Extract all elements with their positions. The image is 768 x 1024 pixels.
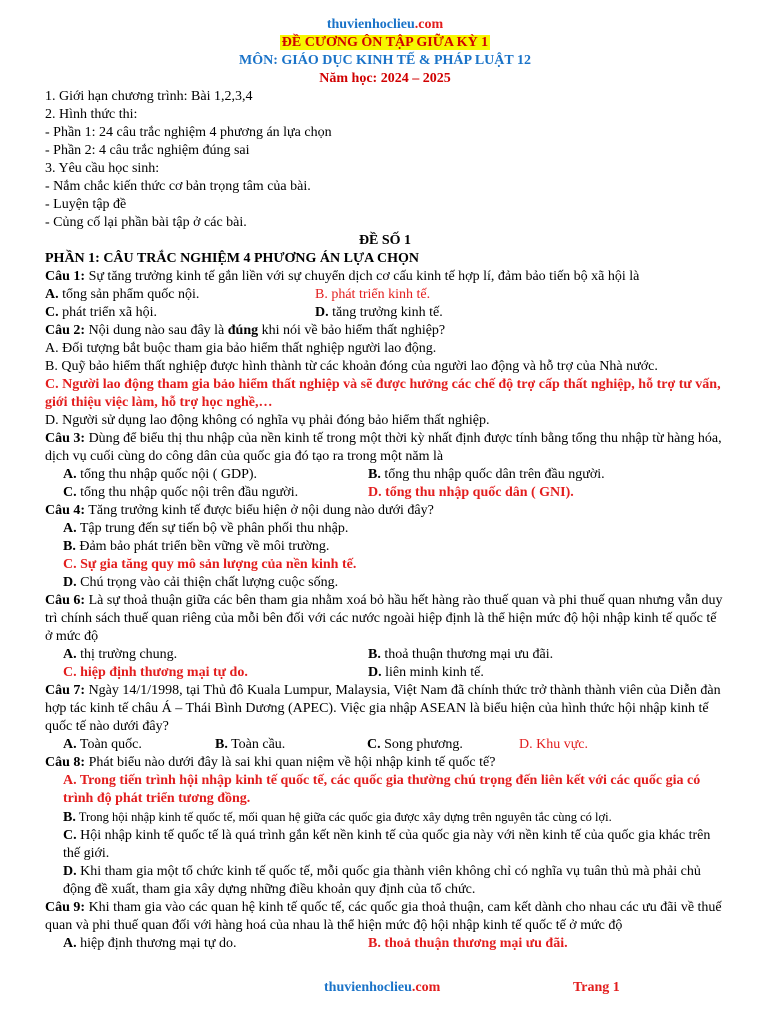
intro-line: 1. Giới hạn chương trình: Bài 1,2,3,4 [45,89,253,104]
correct-answer: B. phát triển kinh tế. [315,287,431,302]
correct-answer: C. hiệp định thương mại tự do. [63,665,248,680]
footer-site-link[interactable]: thuvienhoclieu.com [324,980,441,995]
part-heading: PHẦN 1: CÂU TRẮC NGHIỆM 4 PHƯƠNG ÁN LỰA CHỌN [45,251,419,266]
site-name: thuvienhoclieu.com [326,17,444,32]
intro-line: 2. Hình thức thi: [45,107,138,122]
correct-answer: B. thoả thuận thương mại ưu đãi. [368,936,568,951]
question-9: Câu 9: Khi tham gia vào các quan hệ kinh tế quốc tế, các quốc gia thoả thuận, cam kết dành cho nhau các ưu đãi về thuế quan và phi thuế quan đối với hàng hoá của nhau là thể hiện mức độ hội nhập kinh tế quốc tế ở mức độ A. hiệp định thương mại tự do. B. thoả thuận thương mại ưu đãi. [45,900,722,951]
correct-answer: C. Sự gia tăng quy mô sản lượng của nền kinh tế. [63,557,357,572]
correct-answer: D. tổng thu nhập quốc dân ( GNI). [368,485,574,500]
correct-answer: C. Người lao động tham gia bảo hiểm thất nghiệp và sẽ được hưởng các chế độ trợ cấp thất nghiệp, hỗ trợ tư vấn, giới thiệu việc làm, hỗ trợ học nghề,… [45,377,721,410]
question-6: Câu 6: Là sự thoả thuận giữa các bên tham gia nhằm xoá bỏ hầu hết hàng rào thuế quan và phi thuế quan nhưng vẫn duy trì chính sách thuế quan riêng của mỗi bên đối với các nước ngoài hiệp định là thể hiện mức độ hội nhập kinh tế quốc tế ở mức độ A. thị trường chung. B. thoả thuận thương mại ưu đãi. C. hiệp định thương mại tự do. D. liên minh kinh tế. [45,593,723,680]
intro-line: - Củng cố lại phần bài tập ở các bài. [45,215,247,230]
subject-line: MÔN: GIÁO DỤC KINH TẾ & PHÁP LUẬT 12 [239,53,531,68]
intro-line: - Luyện tập đề [45,197,127,212]
page-footer [0,980,768,1000]
question-7: Câu 7: Ngày 14/1/1998, tại Thủ đô Kuala Lumpur, Malaysia, Việt Nam đã chính thức trở thành thành viên của Diễn đàn hợp tác kinh tế châu Á – Thái Bình Dương (APEC). Việc gia nhập ASEAN là biểu hiện của hình thức hội nhập kinh tế quốc tế nào dưới đây? A. Toàn quốc. B. Toàn cầu. C. Song phương. D. Khu vực. [45,683,721,752]
intro-line: - Phần 1: 24 câu trắc nghiệm 4 phương án lựa chọn [45,125,332,140]
intro-block [45,88,725,232]
exam-number: ĐỀ SỐ 1 [358,233,412,248]
document-page [45,16,725,953]
doc-title: ĐỀ CƯƠNG ÔN TẬP GIỮA KỲ 1 [281,35,489,50]
question-4: Câu 4: Tăng trưởng kinh tế được biểu hiện ở nội dung nào dưới đây? A. Tập trung đến sự tiến bộ về phân phối thu nhập. B. Đảm bảo phát triển bền vững về môi trường. C. Sự gia tăng quy mô sản lượng của nền kinh tế. D. Chú trọng vào cải thiện chất lượng cuộc sống. [45,502,725,592]
site-header[interactable] [45,16,725,34]
correct-answer: D. Khu vực. [519,737,589,752]
page-number: Trang 1 [573,980,620,995]
question-3: Câu 3: Dùng để biểu thị thu nhập của nền kinh tế trong một thời kỳ nhất định được tính bằng tổng thu nhập từ hàng hóa, dịch vụ cuối cùng do công dân của quốc gia đó tạo ra trong một năm là A. tổng thu nhập quốc nội ( GDP). B. tổng thu nhập quốc dân trên đầu người. C. tổng thu nhập quốc nội trên đầu người. D. tổng thu nhập quốc dân ( GNI). [45,431,722,500]
school-year: Năm học: 2024 – 2025 [319,71,451,86]
intro-line: - Phần 2: 4 câu trắc nghiệm đúng sai [45,143,250,158]
intro-line: 3. Yêu cầu học sinh: [45,161,160,176]
question-8: Câu 8: Phát biểu nào dưới đây là sai khi quan niệm về hội nhập kinh tế quốc tế? A. Trong tiến trình hội nhập kinh tế quốc tế, các quốc gia thường chú trọng đến liên kết với các quốc gia có trình độ phát triển tương đồng. B. Trong hội nhập kinh tế quốc tế, mối quan hệ giữa các quốc gia được xây dựng trên nguyên tắc cùng có lợi. C. Hội nhập kinh tế quốc tế là quá trình gắn kết nền kinh tế của quốc gia này với nền kinh tế của quốc gia khác trên thế giới. D. Khi tham gia một tổ chức kinh tế quốc tế, mỗi quốc gia thành viên không chỉ có nghĩa vụ tuân thủ mà phải chủ động đề xuất, tham gia xây dựng những điều khoản quy định của tổ chức. [45,754,725,899]
correct-answer: A. Trong tiến trình hội nhập kinh tế quốc tế, các quốc gia thường chú trọng đến liên kết với các quốc gia có trình độ phát triển tương đồng. [63,773,701,806]
intro-line: - Nắm chắc kiến thức cơ bản trọng tâm của bài. [45,179,311,194]
question-1: Câu 1: Sự tăng trưởng kinh tế gắn liền với sự chuyển dịch cơ cấu kinh tế hợp lí, đảm bảo tiến bộ xã hội là A. tổng sản phẩm quốc nội. B. phát triển kinh tế. C. phát triển xã hội. D. tăng trưởng kinh tế. [45,269,640,320]
question-2: Câu 2: Nội dung nào sau đây là đúng khi nói về bảo hiểm thất nghiệp? A. Đối tượng bắt buộc tham gia bảo hiểm thất nghiệp người lao động. B. Quỹ bảo hiểm thất nghiệp được hình thành từ các khoản đóng của người lao động và hỗ trợ của Nhà nước. C. Người lao động tham gia bảo hiểm thất nghiệp và sẽ được hưởng các chế độ trợ cấp thất nghiệp, hỗ trợ tư vấn, giới thiệu việc làm, hỗ trợ học nghề,… D. Người sử dụng lao động không có nghĩa vụ phải đóng bảo hiểm thất nghiệp. [45,322,725,430]
